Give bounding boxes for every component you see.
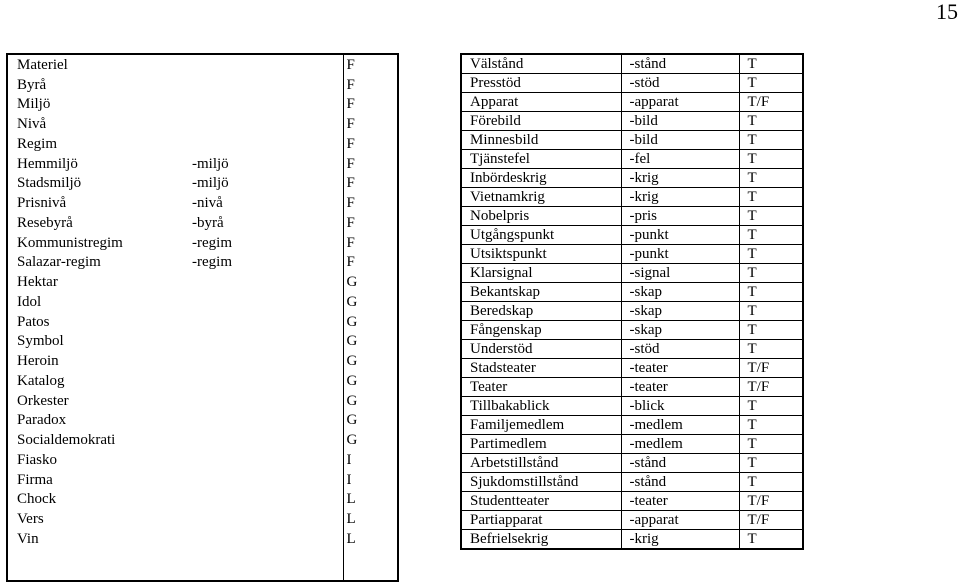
word-cell: Beredskap bbox=[461, 302, 621, 321]
word-cell: Understöd bbox=[461, 340, 621, 359]
code-cell: T bbox=[739, 226, 803, 245]
suffix-cell: -apparat bbox=[621, 511, 739, 530]
suffix-cell: -stånd bbox=[621, 54, 739, 74]
code-cell: T/F bbox=[739, 511, 803, 530]
suffix-cell bbox=[190, 470, 343, 490]
code-cell: T bbox=[739, 454, 803, 473]
code-cell: T bbox=[739, 169, 803, 188]
suffix-cell bbox=[190, 312, 343, 332]
table-row bbox=[7, 272, 398, 292]
suffix-cell: -stöd bbox=[621, 74, 739, 93]
table-row bbox=[7, 450, 398, 470]
suffix-cell: -pris bbox=[621, 207, 739, 226]
suffix-cell: -medlem bbox=[621, 416, 739, 435]
code-cell: T bbox=[739, 397, 803, 416]
table-row bbox=[7, 430, 398, 450]
word-cell: Bekantskap bbox=[461, 283, 621, 302]
word-cell: Partimedlem bbox=[461, 435, 621, 454]
word-cell: Teater bbox=[461, 378, 621, 397]
table-row bbox=[461, 150, 803, 169]
table-row bbox=[7, 312, 398, 332]
word-cell: Förebild bbox=[461, 112, 621, 131]
suffix-cell bbox=[190, 351, 343, 371]
table-row bbox=[7, 411, 398, 431]
suffix-cell: -bild bbox=[621, 131, 739, 150]
suffix-cell: -medlem bbox=[621, 435, 739, 454]
suffix-cell bbox=[190, 371, 343, 391]
code-cell: T bbox=[739, 112, 803, 131]
suffix-cell: -stånd bbox=[621, 473, 739, 492]
code-cell: G bbox=[343, 430, 398, 450]
code-cell: T bbox=[739, 416, 803, 435]
code-cell: T bbox=[739, 150, 803, 169]
suffix-cell bbox=[190, 490, 343, 510]
word-cell: Apparat bbox=[461, 93, 621, 112]
code-cell: G bbox=[343, 312, 398, 332]
table-row bbox=[461, 54, 803, 74]
code-cell: F bbox=[343, 174, 398, 194]
table-row bbox=[7, 54, 398, 75]
table-row bbox=[7, 490, 398, 510]
table-row bbox=[461, 340, 803, 359]
table-row bbox=[7, 95, 398, 115]
code-cell: T bbox=[739, 264, 803, 283]
suffix-cell: -miljö bbox=[192, 175, 229, 192]
suffix-cell: -regim bbox=[192, 234, 232, 251]
code-cell: F bbox=[343, 114, 398, 134]
word-cell: Studentteater bbox=[461, 492, 621, 511]
code-cell: T bbox=[739, 302, 803, 321]
table-row bbox=[461, 473, 803, 492]
code-cell: G bbox=[343, 272, 398, 292]
word-cell: Stadsteater bbox=[461, 359, 621, 378]
code-cell: T bbox=[739, 473, 803, 492]
code-cell: T bbox=[739, 131, 803, 150]
word-cell: Stadsmiljö bbox=[17, 175, 82, 192]
code-cell: F bbox=[343, 54, 398, 75]
table-row bbox=[7, 509, 398, 529]
table-row bbox=[461, 131, 803, 150]
suffix-cell: -signal bbox=[621, 264, 739, 283]
word-cell: Orkester bbox=[17, 392, 69, 409]
table-row bbox=[461, 93, 803, 112]
table-row bbox=[7, 174, 398, 194]
code-cell: G bbox=[343, 371, 398, 391]
table-row bbox=[7, 470, 398, 490]
suffix-cell: -skap bbox=[621, 283, 739, 302]
code-cell: G bbox=[343, 292, 398, 312]
table-row bbox=[7, 75, 398, 95]
table-row bbox=[7, 529, 398, 549]
word-cell: Minnesbild bbox=[461, 131, 621, 150]
table-row bbox=[461, 492, 803, 511]
table-row bbox=[7, 233, 398, 253]
suffix-cell bbox=[190, 272, 343, 292]
table-row bbox=[461, 435, 803, 454]
word-cell: Firma bbox=[17, 471, 53, 488]
empty-table-row bbox=[7, 549, 398, 581]
word-cell: Tjänstefel bbox=[461, 150, 621, 169]
table-row bbox=[461, 112, 803, 131]
code-cell: L bbox=[343, 529, 398, 549]
table-row bbox=[7, 154, 398, 174]
code-cell: T/F bbox=[739, 93, 803, 112]
code-cell: L bbox=[343, 490, 398, 510]
code-cell: G bbox=[343, 332, 398, 352]
word-cell: Fångenskap bbox=[461, 321, 621, 340]
word-cell: Partiapparat bbox=[461, 511, 621, 530]
code-cell: T bbox=[739, 530, 803, 550]
table-row bbox=[7, 213, 398, 233]
suffix-cell bbox=[190, 411, 343, 431]
suffix-cell: -punkt bbox=[621, 245, 739, 264]
table-row bbox=[461, 264, 803, 283]
suffix-cell: -fel bbox=[621, 150, 739, 169]
word-cell: Resebyrå bbox=[17, 214, 73, 231]
suffix-cell bbox=[190, 95, 343, 115]
code-cell: I bbox=[343, 470, 398, 490]
suffix-cell bbox=[190, 75, 343, 95]
word-cell: Hektar bbox=[17, 274, 58, 291]
suffix-cell bbox=[190, 134, 343, 154]
code-cell: T bbox=[739, 245, 803, 264]
word-cell: Katalog bbox=[17, 372, 65, 389]
word-cell: Fiasko bbox=[17, 451, 58, 468]
word-cell: Byrå bbox=[17, 76, 47, 93]
code-cell: G bbox=[343, 411, 398, 431]
code-cell: T bbox=[739, 188, 803, 207]
table-row bbox=[461, 207, 803, 226]
suffix-cell: -skap bbox=[621, 302, 739, 321]
table-row bbox=[461, 378, 803, 397]
empty-cell bbox=[190, 549, 343, 581]
suffix-cell: -byrå bbox=[192, 214, 224, 231]
suffix-cell bbox=[190, 332, 343, 352]
table-row bbox=[461, 416, 803, 435]
word-cell: Välstånd bbox=[461, 54, 621, 74]
table-row bbox=[7, 351, 398, 371]
suffix-cell bbox=[190, 391, 343, 411]
table-row bbox=[461, 188, 803, 207]
suffix-cell: -krig bbox=[621, 530, 739, 550]
code-cell: G bbox=[343, 351, 398, 371]
table-row bbox=[461, 74, 803, 93]
word-cell: Patos bbox=[17, 313, 50, 330]
table-row bbox=[461, 226, 803, 245]
code-cell: F bbox=[343, 213, 398, 233]
table-row bbox=[7, 253, 398, 273]
suffix-cell: -krig bbox=[621, 169, 739, 188]
table-row bbox=[7, 332, 398, 352]
suffix-cell: -stöd bbox=[621, 340, 739, 359]
code-cell: L bbox=[343, 509, 398, 529]
table-row bbox=[7, 193, 398, 213]
word-cell: Regim bbox=[17, 135, 57, 152]
code-cell: T bbox=[739, 435, 803, 454]
table-row bbox=[7, 134, 398, 154]
code-cell: F bbox=[343, 233, 398, 253]
suffix-cell: -regim bbox=[192, 254, 232, 271]
word-cell: Chock bbox=[17, 491, 57, 508]
word-cell: Kommunistregim bbox=[17, 234, 123, 251]
word-cell: Utgångspunkt bbox=[461, 226, 621, 245]
code-cell: T bbox=[739, 74, 803, 93]
table-row bbox=[7, 114, 398, 134]
code-cell: T/F bbox=[739, 378, 803, 397]
code-cell: T bbox=[739, 321, 803, 340]
table-row bbox=[7, 391, 398, 411]
table-row bbox=[461, 530, 803, 550]
table-row bbox=[7, 292, 398, 312]
code-cell: T/F bbox=[739, 492, 803, 511]
word-cell: Klarsignal bbox=[461, 264, 621, 283]
word-cell: Symbol bbox=[17, 333, 64, 350]
page-number: 15 bbox=[936, 0, 958, 24]
table-row bbox=[461, 397, 803, 416]
word-cell: Salazar-regim bbox=[17, 254, 101, 271]
suffix-cell: -miljö bbox=[192, 155, 229, 172]
suffix-cell bbox=[190, 509, 343, 529]
table-row bbox=[461, 511, 803, 530]
suffix-cell: -punkt bbox=[621, 226, 739, 245]
table-row bbox=[461, 302, 803, 321]
code-cell: T bbox=[739, 283, 803, 302]
suffix-cell bbox=[190, 529, 343, 549]
right-word-table bbox=[460, 53, 804, 550]
suffix-cell: -stånd bbox=[621, 454, 739, 473]
word-cell: Materiel bbox=[17, 56, 68, 73]
word-cell: Hemmiljö bbox=[17, 155, 78, 172]
suffix-cell: -nivå bbox=[192, 195, 223, 212]
table-row bbox=[461, 359, 803, 378]
suffix-cell: -bild bbox=[621, 112, 739, 131]
empty-cell bbox=[7, 549, 190, 581]
word-cell: Paradox bbox=[17, 412, 67, 429]
code-cell: F bbox=[343, 154, 398, 174]
word-cell: Prisnivå bbox=[17, 195, 67, 212]
word-cell: Socialdemokrati bbox=[17, 432, 116, 449]
code-cell: F bbox=[343, 193, 398, 213]
word-cell: Idol bbox=[17, 293, 42, 310]
suffix-cell bbox=[190, 430, 343, 450]
word-cell: Nivå bbox=[17, 116, 47, 133]
code-cell: I bbox=[343, 450, 398, 470]
code-cell: F bbox=[343, 253, 398, 273]
suffix-cell: -teater bbox=[621, 378, 739, 397]
suffix-cell bbox=[190, 114, 343, 134]
suffix-cell: -teater bbox=[621, 492, 739, 511]
word-cell: Vin bbox=[17, 530, 39, 547]
word-cell: Arbetstillstånd bbox=[461, 454, 621, 473]
code-cell: T bbox=[739, 340, 803, 359]
suffix-cell: -krig bbox=[621, 188, 739, 207]
code-cell: F bbox=[343, 134, 398, 154]
word-cell: Familjemedlem bbox=[461, 416, 621, 435]
table-row bbox=[461, 245, 803, 264]
empty-cell bbox=[343, 549, 398, 581]
suffix-cell: -blick bbox=[621, 397, 739, 416]
code-cell: T bbox=[739, 207, 803, 226]
code-cell: F bbox=[343, 75, 398, 95]
suffix-cell: -apparat bbox=[621, 93, 739, 112]
word-cell: Tillbakablick bbox=[461, 397, 621, 416]
word-cell: Inbördeskrig bbox=[461, 169, 621, 188]
table-row bbox=[461, 321, 803, 340]
suffix-cell bbox=[190, 450, 343, 470]
word-cell: Befrielsekrig bbox=[461, 530, 621, 550]
code-cell: G bbox=[343, 391, 398, 411]
word-cell: Utsiktspunkt bbox=[461, 245, 621, 264]
table-row bbox=[7, 371, 398, 391]
word-cell: Presstöd bbox=[461, 74, 621, 93]
word-cell: Miljö bbox=[17, 96, 51, 113]
code-cell: T/F bbox=[739, 359, 803, 378]
left-word-table bbox=[6, 53, 399, 582]
suffix-cell: -teater bbox=[621, 359, 739, 378]
code-cell: F bbox=[343, 95, 398, 115]
code-cell: T bbox=[739, 54, 803, 74]
suffix-cell: -skap bbox=[621, 321, 739, 340]
word-cell: Vietnamkrig bbox=[461, 188, 621, 207]
word-cell: Sjukdomstillstånd bbox=[461, 473, 621, 492]
table-row bbox=[461, 454, 803, 473]
word-cell: Heroin bbox=[17, 353, 59, 370]
suffix-cell bbox=[190, 54, 343, 75]
word-cell: Nobelpris bbox=[461, 207, 621, 226]
table-row bbox=[461, 283, 803, 302]
suffix-cell bbox=[190, 292, 343, 312]
word-cell: Vers bbox=[17, 511, 44, 528]
table-row bbox=[461, 169, 803, 188]
